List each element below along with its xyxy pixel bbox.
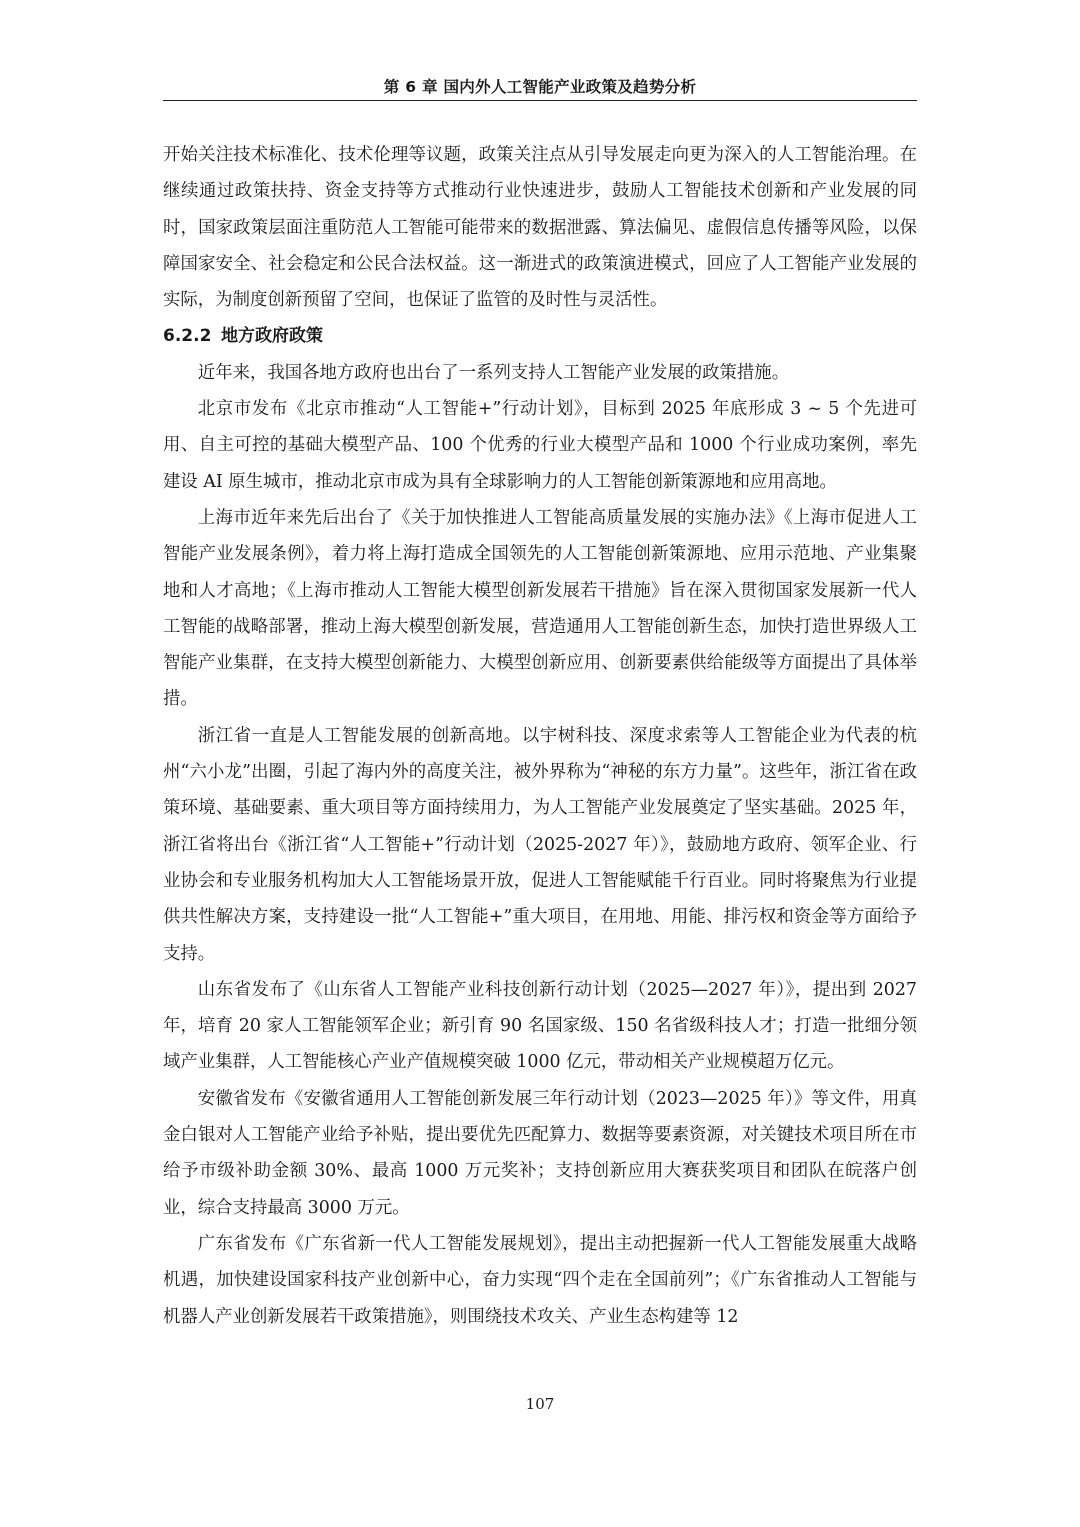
section-heading xyxy=(163,318,917,354)
body-text xyxy=(163,137,917,1335)
paragraph-beijing: 北京市发布《北京市推动“人工智能+”行动计划》，目标到 2025 年底形成 3 ~ 5 个先进可用、自主可控的基础大模型产品、100 个优秀的行业大模型产品和 1000 个行业成功案例，率先建设 AI 原生城市，推动北京市成为具有全球影响力的人工智能创新策源地和应用高地。 xyxy=(163,399,917,492)
paragraph-shandong: 山东省发布了《山东省人工智能产业科技创新行动计划（2025—2027 年）》，提出到 2027 年，培育 20 家人工智能领军企业；新引育 90 名国家级、150 名省级科技人才；打造一批细分领域产业集群，人工智能核心产业产值规模突破 1000 亿元，带动相关产业规模超万亿元。 xyxy=(163,979,917,1073)
section-title: 地方政府政策 xyxy=(221,326,323,347)
page-number: 107 xyxy=(525,1395,555,1413)
paragraph-shanghai: 上海市近年来先后出台了《关于加快推进人工智能高质量发展的实施办法》《上海市促进人工智能产业发展条例》，着力将上海打造成全国领先的人工智能创新策源地、应用示范地、产业集聚地和人才高地；《上海市推动人工智能大模型创新发展若干措施》旨在深入贯彻国家发展新一代人工智能的战略部署，推动上海大模型创新发展，营造通用人工智能创新生态，加快打造世界级人工智能产业集群，在支持大模型创新能力、大模型创新应用、创新要素供给能级等方面提出了具体举措。 xyxy=(163,507,917,710)
header-rule xyxy=(163,100,917,101)
paragraph-continued: 开始关注技术标准化、技术伦理等议题，政策关注点从引导发展走向更为深入的人工智能治理。在继续通过政策扶持、资金支持等方式推动行业快速进步，鼓励人工智能技术创新和产业发展的同时，国家政策层面注重防范人工智能可能带来的数据泄露、算法偏见、虚假信息传播等风险，以保障国家安全、社会稳定和公民合法权益。这一渐进式的政策演进模式，回应了人工智能产业发展的实际，为制度创新预留了空间，也保证了监管的及时性与灵活性。 xyxy=(163,145,917,311)
paragraph-guangdong: 广东省发布《广东省新一代人工智能发展规划》，提出主动把握新一代人工智能发展重大战略机遇，加快建设国家科技产业创新中心，奋力实现“四个走在全国前列”；《广东省推动人工智能与机器人产业创新发展若干政策措施》，则围绕技术攻关、产业生态构建等 12 xyxy=(163,1233,917,1327)
paragraph-anhui: 安徽省发布《安徽省通用人工智能创新发展三年行动计划（2023—2025 年）》等文件，用真金白银对人工智能产业给予补贴，提出要优先匹配算力、数据等要素资源，对关键技术项目所在市给予市级补助金额 30%、最高 1000 万元奖补；支持创新应用大赛获奖项目和团队在皖落户创业，综合支持最高 3000 万元。 xyxy=(163,1088,917,1218)
section-number: 6.2.2 xyxy=(163,326,212,347)
running-header: 第 6 章 国内外人工智能产业政策及趋势分析 xyxy=(383,78,697,96)
paragraph-intro: 近年来，我国各地方政府也出台了一系列支持人工智能产业发展的政策措施。 xyxy=(197,362,790,383)
paragraph-zhejiang: 浙江省一直是人工智能发展的创新高地。以宇树科技、深度求索等人工智能企业为代表的杭州“六小龙”出圈，引起了海内外的高度关注，被外界称为“神秘的东方力量”。这些年，浙江省在政策环境、基础要素、重大项目等方面持续用力，为人工智能产业发展奠定了坚实基础。2025 年，浙江省将出台《浙江省“人工智能+”行动计划（2025-2027 年）》，鼓励地方政府、领军企业、行业协会和专业服务机构加大人工智能场景开放，促进人工智能赋能千行百业。同时将聚焦为行业提供共性解决方案，支持建设一批“人工智能+”重大项目，在用地、用能、排污权和资金等方面给予支持。 xyxy=(163,725,917,964)
